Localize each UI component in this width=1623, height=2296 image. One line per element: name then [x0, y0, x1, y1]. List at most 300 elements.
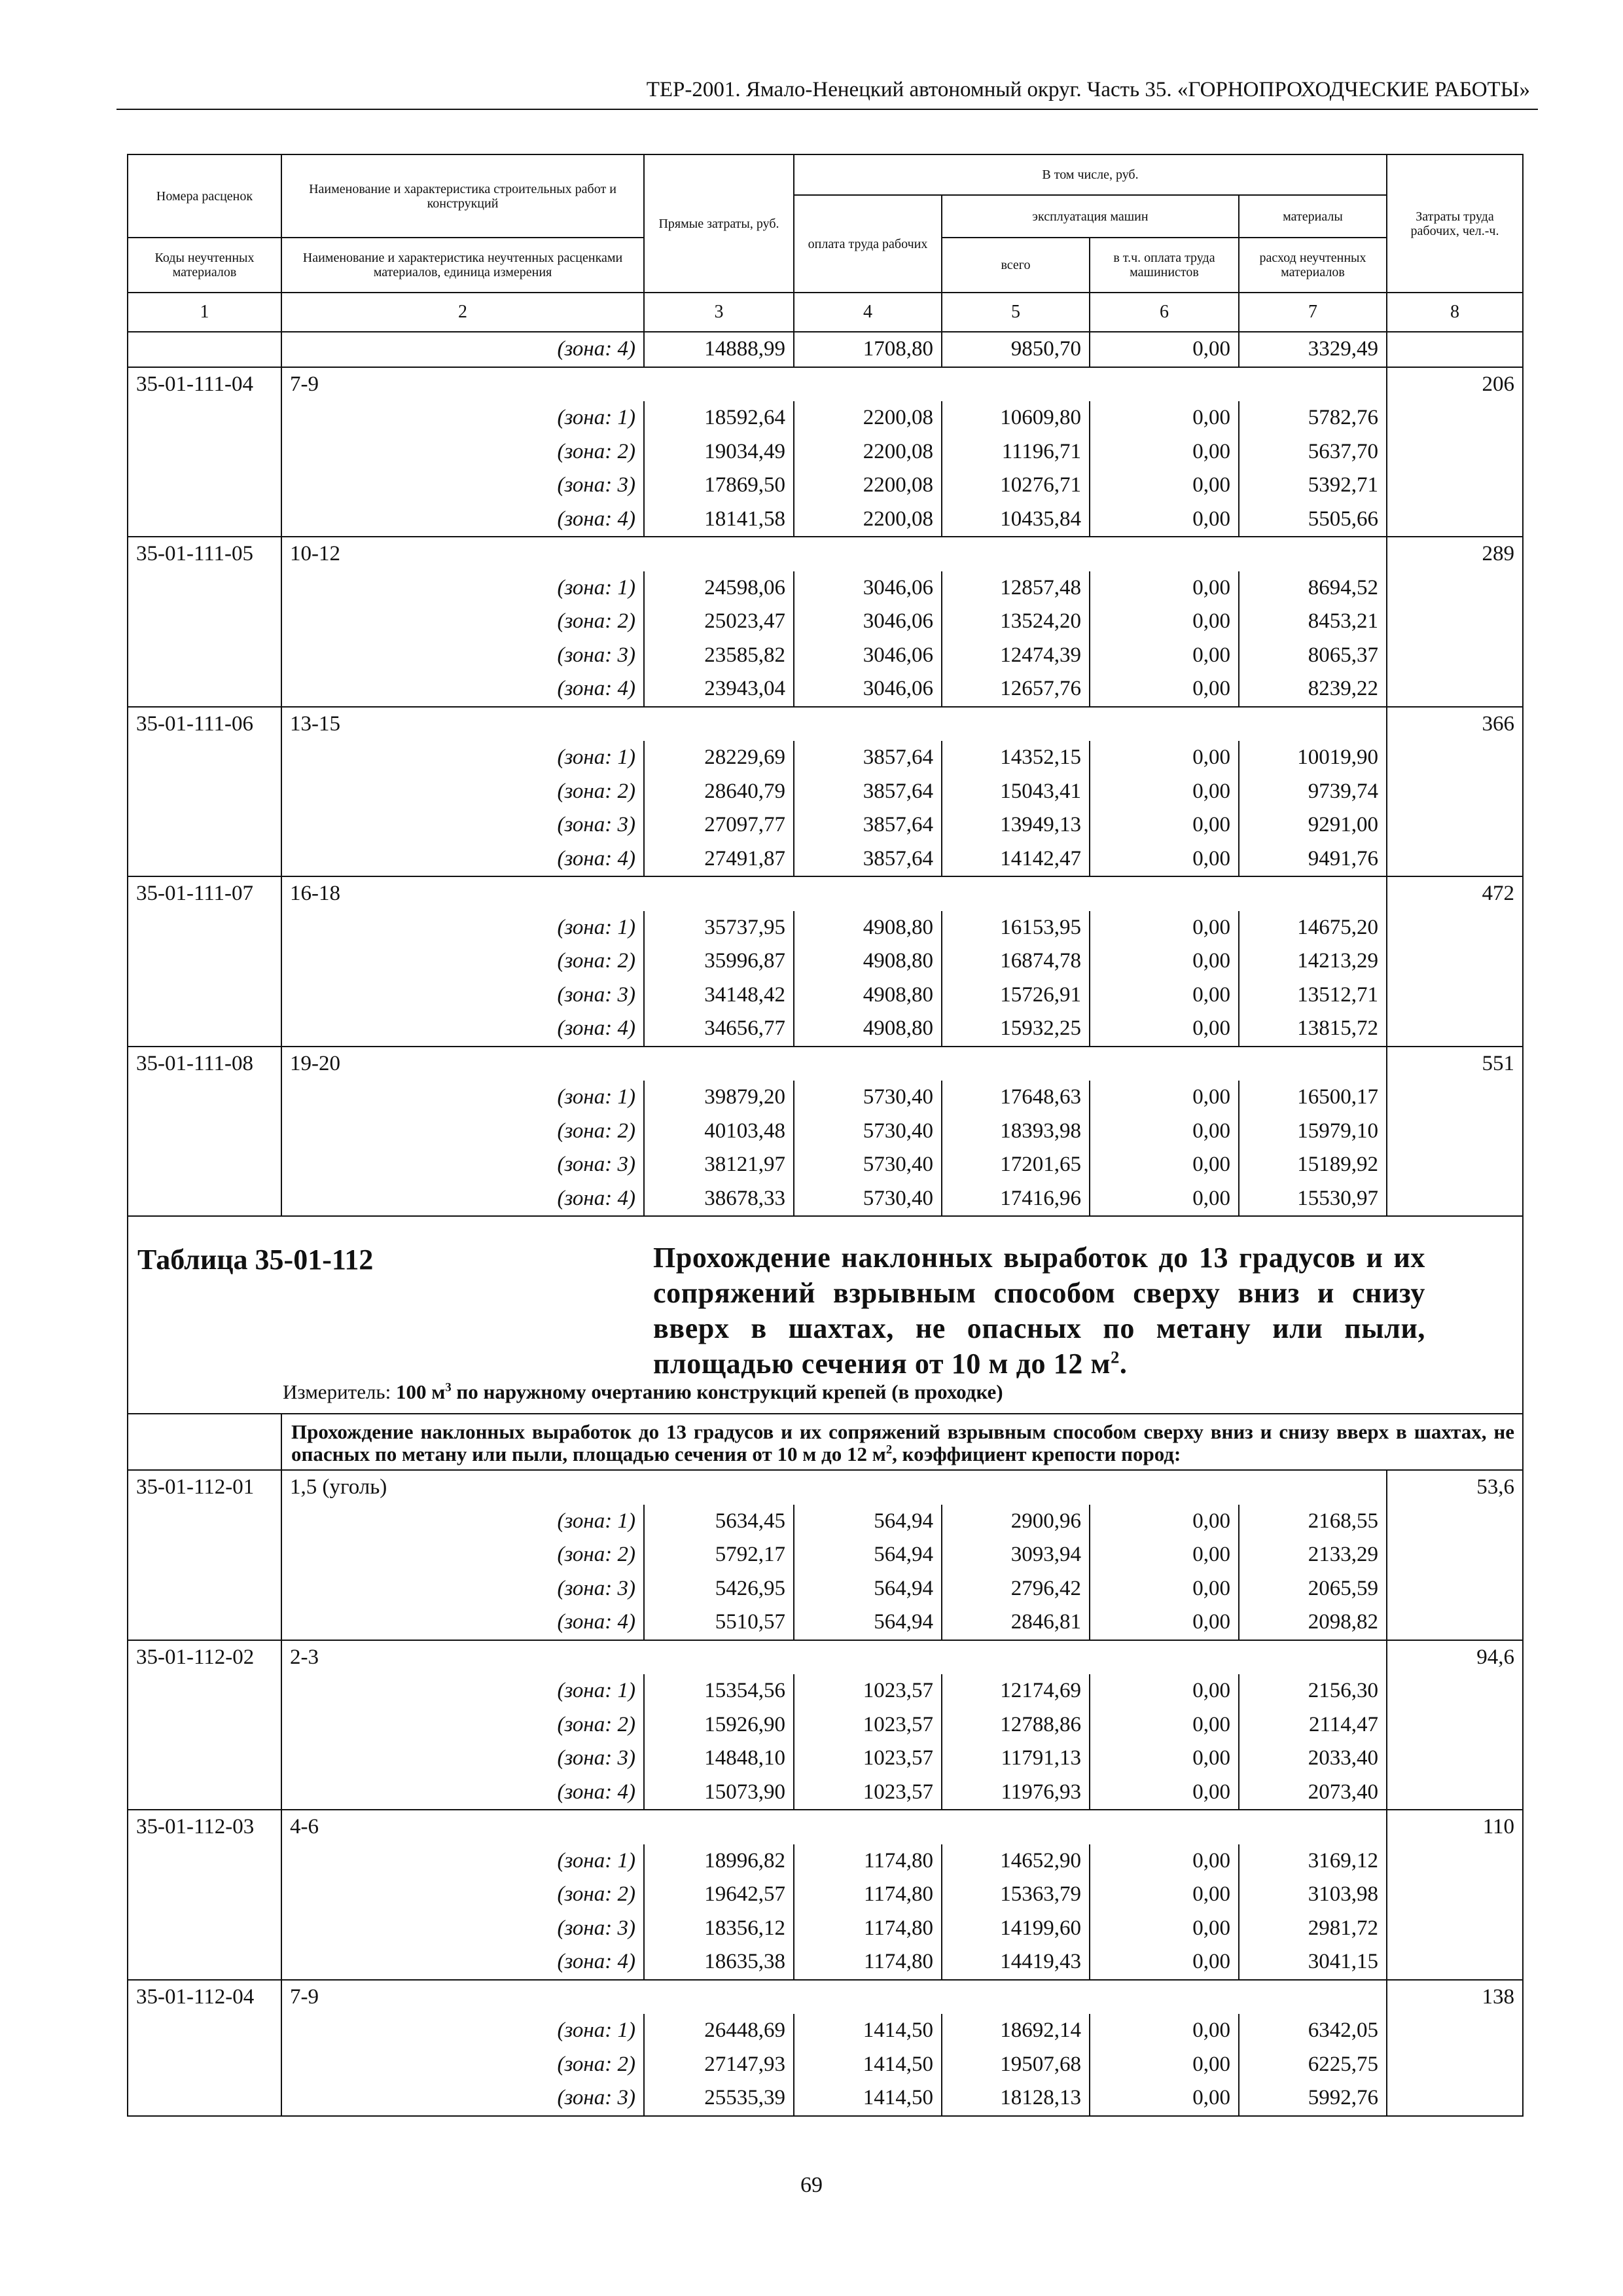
labor-pay: 1174,80 — [794, 1945, 942, 1980]
zone-row — [128, 808, 1523, 842]
machines-total: 17201,65 — [942, 1148, 1090, 1182]
zone-label: (зона: 2) — [281, 1878, 644, 1912]
machines-total: 10435,84 — [942, 503, 1090, 537]
direct-cost: 23585,82 — [644, 639, 794, 673]
labor-pay: 1023,57 — [794, 1674, 942, 1708]
operator-pay: 0,00 — [1090, 332, 1239, 367]
machines-total: 18692,14 — [942, 2014, 1090, 2048]
direct-cost: 25535,39 — [644, 2081, 794, 2116]
rate-description: 7-9 — [281, 367, 1387, 402]
operator-pay: 0,00 — [1090, 1572, 1239, 1606]
zone-row — [128, 1674, 1523, 1708]
zone-row — [128, 1776, 1523, 1810]
zone-label: (зона: 1) — [281, 1505, 644, 1539]
direct-cost: 5426,95 — [644, 1572, 794, 1606]
materials-cost: 16500,17 — [1239, 1081, 1387, 1115]
machines-total: 14199,60 — [942, 1912, 1090, 1946]
col-number: 3 — [644, 293, 794, 332]
code-cell — [128, 1148, 281, 1182]
zone-label: (зона: 2) — [281, 435, 644, 469]
operator-pay: 0,00 — [1090, 605, 1239, 639]
labor-pay: 3857,64 — [794, 842, 942, 877]
rate-description: 1,5 (уголь) — [281, 1470, 1387, 1505]
table-row — [128, 1810, 1523, 1844]
code-cell — [128, 1945, 281, 1980]
code-cell — [128, 1605, 281, 1640]
labor-cost — [1387, 1674, 1523, 1708]
labor-cost — [1387, 1708, 1523, 1742]
labor-cost — [1387, 944, 1523, 978]
machines-total: 14352,15 — [942, 741, 1090, 775]
labor-pay: 1174,80 — [794, 1844, 942, 1878]
labor-cost — [1387, 1505, 1523, 1539]
table-row — [128, 1980, 1523, 2015]
materials-cost: 8065,37 — [1239, 639, 1387, 673]
price-table — [127, 154, 1524, 2117]
zone-label: (зона: 3) — [281, 1742, 644, 1776]
materials-cost: 9739,74 — [1239, 775, 1387, 809]
labor-pay: 3046,06 — [794, 639, 942, 673]
table-row — [128, 876, 1523, 911]
zone-row — [128, 1742, 1523, 1776]
machines-total: 10609,80 — [942, 401, 1090, 435]
labor-pay: 3046,06 — [794, 605, 942, 639]
zone-label: (зона: 3) — [281, 1572, 644, 1606]
machines-total: 2796,42 — [942, 1572, 1090, 1606]
operator-pay: 0,00 — [1090, 2048, 1239, 2082]
materials-cost: 3103,98 — [1239, 1878, 1387, 1912]
zone-row — [128, 1912, 1523, 1946]
labor-cost — [1387, 775, 1523, 809]
rate-code: 35-01-112-03 — [128, 1810, 281, 1844]
zone-label: (зона: 4) — [281, 332, 644, 367]
labor-pay: 564,94 — [794, 1605, 942, 1640]
code-cell — [128, 842, 281, 877]
table-body-112 — [128, 1470, 1523, 2116]
machines-total: 15363,79 — [942, 1878, 1090, 1912]
materials-cost: 3169,12 — [1239, 1844, 1387, 1878]
table-row — [128, 1640, 1523, 1675]
operator-pay: 0,00 — [1090, 435, 1239, 469]
rate-code: 35-01-111-05 — [128, 537, 281, 571]
labor-cost — [1387, 605, 1523, 639]
materials-cost: 5992,76 — [1239, 2081, 1387, 2116]
machines-total: 3093,94 — [942, 1538, 1090, 1572]
rate-description: 2-3 — [281, 1640, 1387, 1675]
code-cell — [128, 741, 281, 775]
zone-row — [128, 775, 1523, 809]
table-description — [128, 1414, 1523, 1470]
direct-cost: 14888,99 — [644, 332, 794, 367]
zone-row — [128, 571, 1523, 605]
zone-row — [128, 1878, 1523, 1912]
machines-total: 11976,93 — [942, 1776, 1090, 1810]
code-cell — [128, 1115, 281, 1149]
table-header — [128, 154, 1523, 332]
direct-cost: 18996,82 — [644, 1844, 794, 1878]
labor-pay: 4908,80 — [794, 944, 942, 978]
materials-cost: 15530,97 — [1239, 1182, 1387, 1217]
labor-cost: 94,6 — [1387, 1640, 1523, 1675]
zone-label: (зона: 4) — [281, 503, 644, 537]
zone-label: (зона: 1) — [281, 2014, 644, 2048]
direct-cost: 19642,57 — [644, 1878, 794, 1912]
labor-pay: 5730,40 — [794, 1081, 942, 1115]
rate-code: 35-01-112-01 — [128, 1470, 281, 1505]
materials-cost: 15979,10 — [1239, 1115, 1387, 1149]
operator-pay: 0,00 — [1090, 808, 1239, 842]
labor-cost — [1387, 1572, 1523, 1606]
materials-cost: 14675,20 — [1239, 911, 1387, 945]
labor-cost: 53,6 — [1387, 1470, 1523, 1505]
operator-pay: 0,00 — [1090, 1081, 1239, 1115]
code-cell — [128, 808, 281, 842]
labor-pay: 1174,80 — [794, 1878, 942, 1912]
labor-pay: 3857,64 — [794, 775, 942, 809]
materials-cost: 5392,71 — [1239, 469, 1387, 503]
labor-cost — [1387, 2048, 1523, 2082]
code-cell — [128, 401, 281, 435]
direct-cost: 28640,79 — [644, 775, 794, 809]
operator-pay: 0,00 — [1090, 1115, 1239, 1149]
zone-label: (зона: 1) — [281, 1674, 644, 1708]
zone-label: (зона: 3) — [281, 978, 644, 1013]
operator-pay: 0,00 — [1090, 842, 1239, 877]
col-head-labor-cost: Затраты труда рабочих, чел.-ч. — [1387, 154, 1523, 293]
machines-total: 16153,95 — [942, 911, 1090, 945]
operator-pay: 0,00 — [1090, 1505, 1239, 1539]
direct-cost: 27147,93 — [644, 2048, 794, 2082]
machines-total: 17648,63 — [942, 1081, 1090, 1115]
labor-pay: 2200,08 — [794, 469, 942, 503]
code-cell — [128, 1674, 281, 1708]
materials-cost: 8239,22 — [1239, 672, 1387, 707]
direct-cost: 5510,57 — [644, 1605, 794, 1640]
zone-row — [128, 503, 1523, 537]
table-row — [128, 1470, 1523, 1505]
materials-cost: 8453,21 — [1239, 605, 1387, 639]
zone-row — [128, 1012, 1523, 1047]
direct-cost: 18592,64 — [644, 401, 794, 435]
zone-row — [128, 1538, 1523, 1572]
table-body-111 — [128, 332, 1523, 1216]
direct-cost: 17869,50 — [644, 469, 794, 503]
col-number: 5 — [942, 293, 1090, 332]
materials-cost: 2073,40 — [1239, 1776, 1387, 1810]
labor-cost — [1387, 469, 1523, 503]
materials-cost: 6342,05 — [1239, 2014, 1387, 2048]
code-cell — [128, 1708, 281, 1742]
materials-cost: 6225,75 — [1239, 2048, 1387, 2082]
code-cell — [128, 2048, 281, 2082]
labor-cost — [1387, 842, 1523, 877]
machines-total: 12474,39 — [942, 639, 1090, 673]
machines-total: 11196,71 — [942, 435, 1090, 469]
zone-label: (зона: 1) — [281, 741, 644, 775]
labor-cost — [1387, 808, 1523, 842]
labor-cost — [1387, 1878, 1523, 1912]
rate-description: 16-18 — [281, 876, 1387, 911]
operator-pay: 0,00 — [1090, 2081, 1239, 2116]
col-number: 2 — [281, 293, 644, 332]
labor-cost — [1387, 435, 1523, 469]
materials-cost: 2168,55 — [1239, 1505, 1387, 1539]
rate-code: 35-01-112-02 — [128, 1640, 281, 1675]
operator-pay: 0,00 — [1090, 1674, 1239, 1708]
direct-cost: 19034,49 — [644, 435, 794, 469]
rate-code: 35-01-111-08 — [128, 1047, 281, 1081]
operator-pay: 0,00 — [1090, 775, 1239, 809]
labor-cost: 138 — [1387, 1980, 1523, 2015]
labor-cost — [1387, 741, 1523, 775]
zone-row — [128, 1148, 1523, 1182]
materials-cost: 15189,92 — [1239, 1148, 1387, 1182]
zone-row — [128, 2048, 1523, 2082]
labor-cost — [1387, 2081, 1523, 2116]
materials-cost: 9291,00 — [1239, 808, 1387, 842]
rate-code: 35-01-111-07 — [128, 876, 281, 911]
labor-pay: 1023,57 — [794, 1708, 942, 1742]
materials-cost: 2156,30 — [1239, 1674, 1387, 1708]
machines-total: 15726,91 — [942, 978, 1090, 1013]
labor-cost — [1387, 1012, 1523, 1047]
zone-label: (зона: 1) — [281, 1844, 644, 1878]
materials-cost: 3329,49 — [1239, 332, 1387, 367]
operator-pay: 0,00 — [1090, 503, 1239, 537]
running-header — [116, 71, 1538, 110]
zone-label: (зона: 3) — [281, 639, 644, 673]
labor-cost — [1387, 639, 1523, 673]
direct-cost: 15073,90 — [644, 1776, 794, 1810]
labor-cost — [1387, 1538, 1523, 1572]
operator-pay: 0,00 — [1090, 944, 1239, 978]
col-head-name: Наименование и характеристика строительных работ и конструкций — [281, 154, 644, 238]
direct-cost: 35996,87 — [644, 944, 794, 978]
operator-pay: 0,00 — [1090, 571, 1239, 605]
rate-code: 35-01-111-04 — [128, 367, 281, 402]
labor-pay: 1708,80 — [794, 332, 942, 367]
operator-pay: 0,00 — [1090, 1945, 1239, 1980]
zone-label: (зона: 2) — [281, 2048, 644, 2082]
code-cell — [128, 332, 281, 367]
code-cell — [128, 1538, 281, 1572]
labor-cost — [1387, 1182, 1523, 1217]
machines-total: 2846,81 — [942, 1605, 1090, 1640]
zone-label: (зона: 2) — [281, 1115, 644, 1149]
direct-cost: 38678,33 — [644, 1182, 794, 1217]
materials-cost: 5505,66 — [1239, 503, 1387, 537]
code-cell — [128, 1742, 281, 1776]
zone-row — [128, 2081, 1523, 2116]
machines-total: 18393,98 — [942, 1115, 1090, 1149]
machines-total: 18128,13 — [942, 2081, 1090, 2116]
zone-label: (зона: 4) — [281, 1776, 644, 1810]
description-text: Прохождение наклонных выработок до 13 градусов и их сопряжений взрывным способом сверху вниз и снизу вверх в шахтах, не опасных по метану или пыли, площадью сечения от 10 м до 12 $м^2$, коэффициент крепости пород: — [281, 1414, 1523, 1470]
zone-row — [128, 401, 1523, 435]
zone-label: (зона: 1) — [281, 571, 644, 605]
zone-label: (зона: 4) — [281, 1012, 644, 1047]
labor-pay: 3046,06 — [794, 571, 942, 605]
machines-total: 17416,96 — [942, 1182, 1090, 1217]
table-title: Прохождение наклонных выработок до 13 градусов и их сопряжений взрывным способом сверху вниз и снизу вверх в шахтах, не опасных по метану или пыли, площадью сечения от 10 м до 12 $м^2$. — [653, 1242, 1425, 1380]
operator-pay: 0,00 — [1090, 1538, 1239, 1572]
labor-cost — [1387, 978, 1523, 1013]
labor-cost — [1387, 1912, 1523, 1946]
col-head-total: всего — [942, 238, 1090, 293]
labor-cost — [1387, 672, 1523, 707]
code-cell — [128, 978, 281, 1013]
labor-pay: 1414,50 — [794, 2081, 942, 2116]
operator-pay: 0,00 — [1090, 401, 1239, 435]
materials-cost: 8694,52 — [1239, 571, 1387, 605]
rate-code: 35-01-112-04 — [128, 1980, 281, 2015]
zone-label: (зона: 4) — [281, 1605, 644, 1640]
code-cell — [128, 775, 281, 809]
code-cell — [128, 1182, 281, 1217]
zone-label: (зона: 3) — [281, 808, 644, 842]
labor-cost — [1387, 1148, 1523, 1182]
operator-pay: 0,00 — [1090, 1012, 1239, 1047]
col-head-unaccounted: расход неучтенных материалов — [1239, 238, 1387, 293]
col-head-labor: оплата труда рабочих — [794, 195, 942, 293]
table-number: Таблица 35-01-112 — [137, 1244, 374, 1276]
direct-cost: 34148,42 — [644, 978, 794, 1013]
table-row — [128, 537, 1523, 571]
rate-description: 19-20 — [281, 1047, 1387, 1081]
code-cell — [128, 469, 281, 503]
materials-cost: 2981,72 — [1239, 1912, 1387, 1946]
zone-row — [128, 1115, 1523, 1149]
direct-cost: 25023,47 — [644, 605, 794, 639]
materials-cost: 13815,72 — [1239, 1012, 1387, 1047]
labor-cost: 110 — [1387, 1810, 1523, 1844]
column-numbers — [128, 293, 1523, 332]
materials-cost: 2033,40 — [1239, 1742, 1387, 1776]
zone-label: (зона: 1) — [281, 911, 644, 945]
code-cell — [128, 1878, 281, 1912]
zone-row — [128, 2014, 1523, 2048]
table-35-01-112-heading — [128, 1216, 1523, 1470]
labor-cost — [1387, 503, 1523, 537]
machines-total: 12174,69 — [942, 1674, 1090, 1708]
labor-cost: 206 — [1387, 367, 1523, 402]
materials-cost: 2065,59 — [1239, 1572, 1387, 1606]
materials-cost: 14213,29 — [1239, 944, 1387, 978]
direct-cost: 18141,58 — [644, 503, 794, 537]
zone-row — [128, 435, 1523, 469]
col-number: 7 — [1239, 293, 1387, 332]
direct-cost: 27097,77 — [644, 808, 794, 842]
code-cell — [128, 2081, 281, 2116]
materials-cost: 5637,70 — [1239, 435, 1387, 469]
col-head-name2: Наименование и характеристика неучтенных расценками материалов, единица измерения — [281, 238, 644, 293]
code-cell — [128, 1572, 281, 1606]
machines-total: 12857,48 — [942, 571, 1090, 605]
zone-row — [128, 978, 1523, 1013]
code-cell — [128, 911, 281, 945]
zone-row — [128, 469, 1523, 503]
zone-label: (зона: 4) — [281, 1182, 644, 1217]
labor-pay: 564,94 — [794, 1572, 942, 1606]
labor-cost — [1387, 1945, 1523, 1980]
labor-pay: 4908,80 — [794, 911, 942, 945]
col-head-operator-pay: в т.ч. оплата труда машинистов — [1090, 238, 1239, 293]
direct-cost: 39879,20 — [644, 1081, 794, 1115]
direct-cost: 5792,17 — [644, 1538, 794, 1572]
materials-cost: 2133,29 — [1239, 1538, 1387, 1572]
col-head-materials: материалы — [1239, 195, 1387, 238]
zone-row — [128, 1182, 1523, 1217]
rate-description: 10-12 — [281, 537, 1387, 571]
operator-pay: 0,00 — [1090, 1182, 1239, 1217]
zone-row — [128, 741, 1523, 775]
zone-label: (зона: 2) — [281, 605, 644, 639]
col-head-machines: эксплуатация машин — [942, 195, 1239, 238]
machines-total: 14142,47 — [942, 842, 1090, 877]
direct-cost: 14848,10 — [644, 1742, 794, 1776]
labor-pay: 1414,50 — [794, 2048, 942, 2082]
zone-label: (зона: 3) — [281, 1148, 644, 1182]
machines-total: 13524,20 — [942, 605, 1090, 639]
zone-label: (зона: 4) — [281, 672, 644, 707]
zone-label: (зона: 3) — [281, 1912, 644, 1946]
col-head-codes: Коды неучтенных материалов — [128, 238, 281, 293]
operator-pay: 0,00 — [1090, 1742, 1239, 1776]
labor-cost — [1387, 1115, 1523, 1149]
code-cell — [128, 1505, 281, 1539]
direct-cost: 40103,48 — [644, 1115, 794, 1149]
rate-description: 7-9 — [281, 1980, 1387, 2015]
labor-cost — [1387, 1081, 1523, 1115]
code-cell — [128, 639, 281, 673]
zone-row — [128, 1081, 1523, 1115]
zone-label: (зона: 4) — [281, 1945, 644, 1980]
labor-cost: 472 — [1387, 876, 1523, 911]
direct-cost: 18635,38 — [644, 1945, 794, 1980]
zone-row — [128, 1605, 1523, 1640]
direct-cost: 18356,12 — [644, 1912, 794, 1946]
zone-label: (зона: 2) — [281, 944, 644, 978]
labor-cost — [1387, 911, 1523, 945]
direct-cost: 34656,77 — [644, 1012, 794, 1047]
code-cell — [128, 605, 281, 639]
labor-pay: 5730,40 — [794, 1115, 942, 1149]
labor-cost: 289 — [1387, 537, 1523, 571]
code-cell — [128, 1912, 281, 1946]
labor-pay: 3046,06 — [794, 672, 942, 707]
materials-cost: 13512,71 — [1239, 978, 1387, 1013]
labor-cost — [1387, 1844, 1523, 1878]
code-cell — [128, 503, 281, 537]
col-number: 6 — [1090, 293, 1239, 332]
col-head-number: Номера расценок — [128, 154, 281, 238]
machines-total: 12788,86 — [942, 1708, 1090, 1742]
col-head-including: В том числе, руб. — [794, 154, 1387, 195]
direct-cost: 27491,87 — [644, 842, 794, 877]
operator-pay: 0,00 — [1090, 672, 1239, 707]
machines-total: 10276,71 — [942, 469, 1090, 503]
direct-cost: 15354,56 — [644, 1674, 794, 1708]
zone-label: (зона: 3) — [281, 469, 644, 503]
code-cell — [128, 1012, 281, 1047]
operator-pay: 0,00 — [1090, 1148, 1239, 1182]
labor-pay: 2200,08 — [794, 503, 942, 537]
zone-row — [128, 911, 1523, 945]
page-number: 69 — [800, 2173, 823, 2197]
code-cell — [128, 672, 281, 707]
materials-cost: 2098,82 — [1239, 1605, 1387, 1640]
direct-cost: 5634,45 — [644, 1505, 794, 1539]
